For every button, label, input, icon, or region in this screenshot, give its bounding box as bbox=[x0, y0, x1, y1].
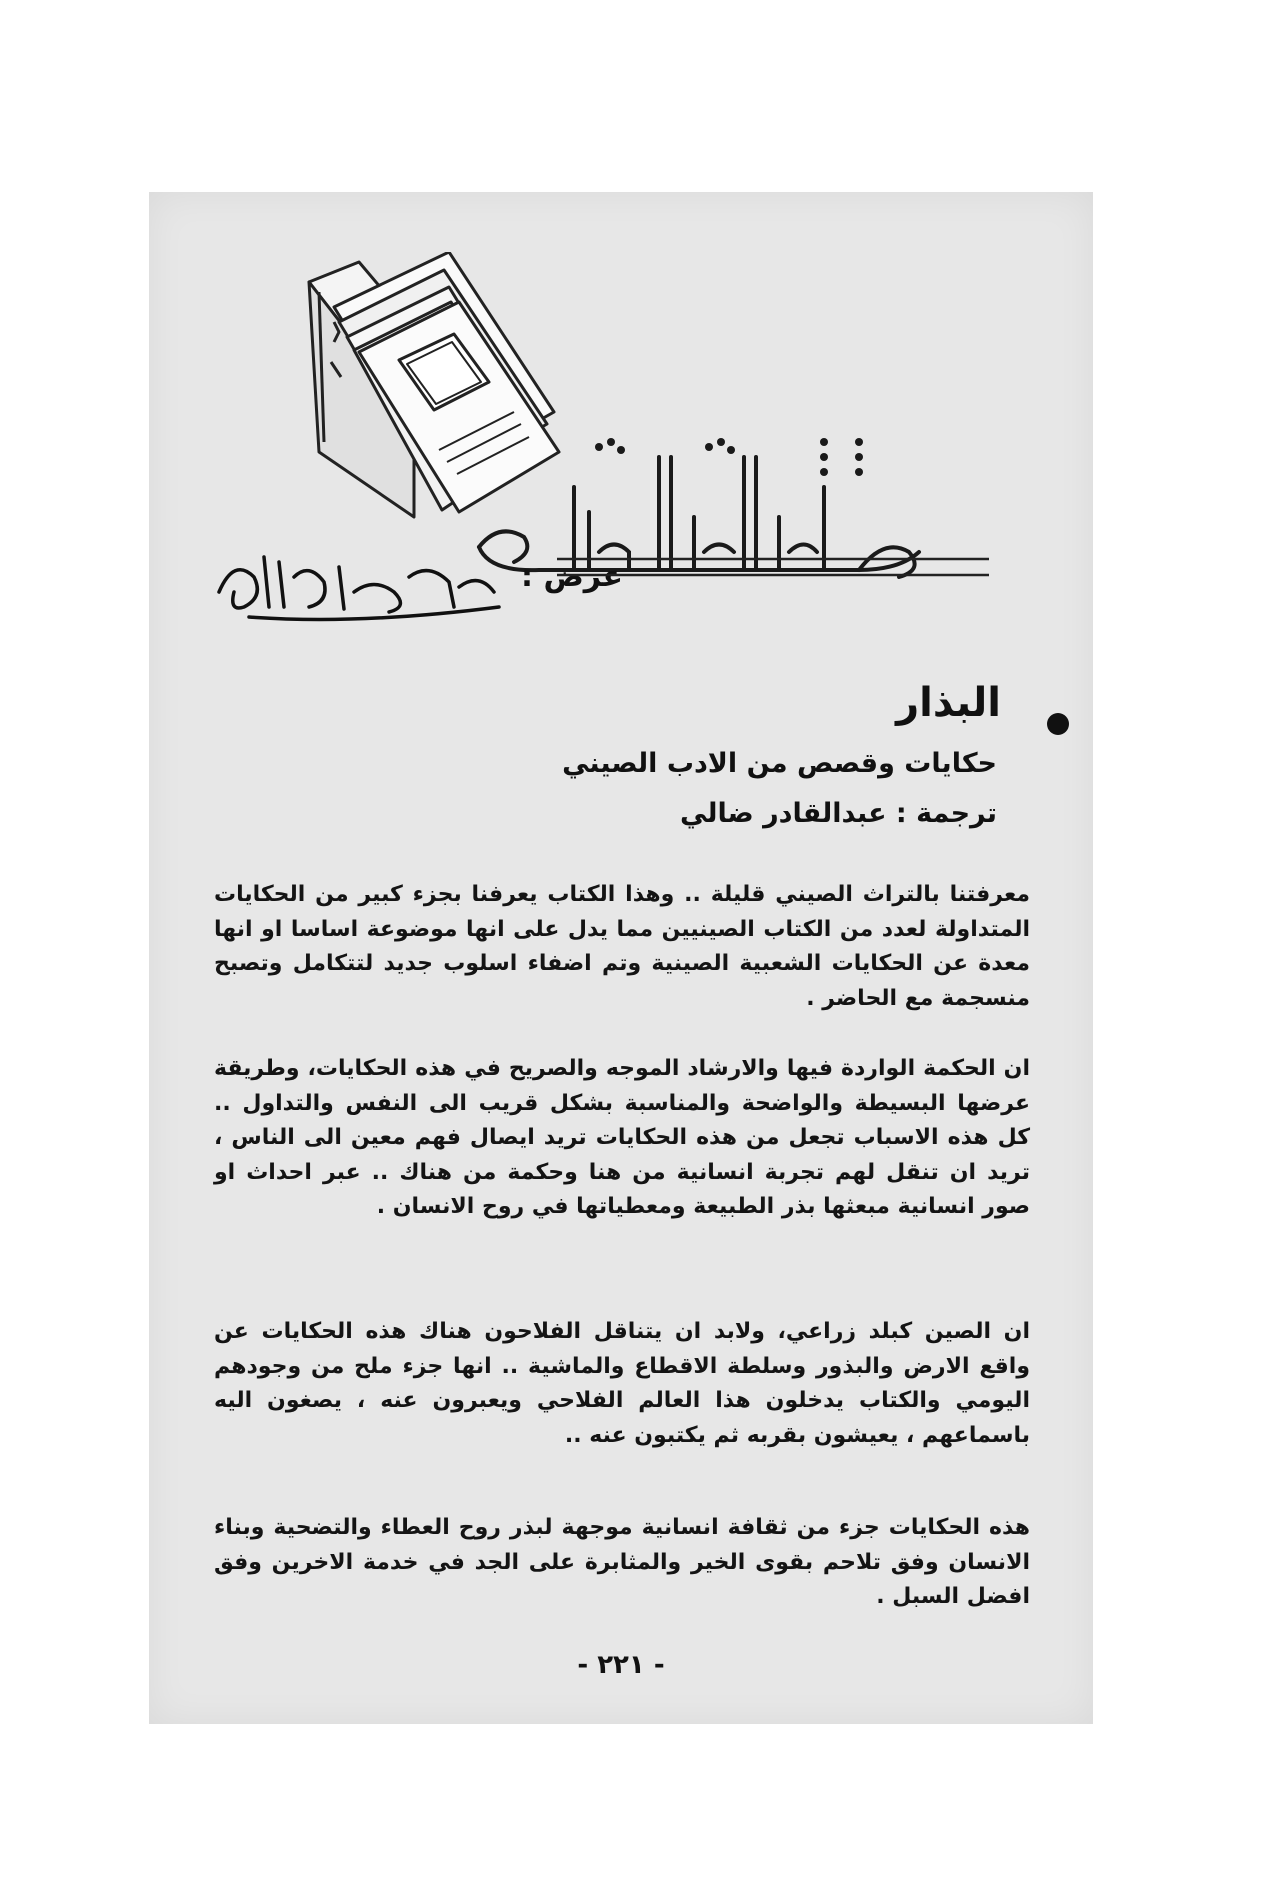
book-title: البذار bbox=[896, 680, 1001, 726]
byline bbox=[209, 537, 989, 627]
body-paragraph-3: ان الصين كبلد زراعي، ولابد ان يتناقل الفلاحون هناك هذه الحكايات عن واقع الارض والبذور وسلطة الاقطاع والماشية .. انها جزء ملح من وجودهم اليومي والكتاب يدخلون هذا العالم الفلاحي ويعبرون عنه ، يصغون اليه باسماعهم ، يعيشون بقربه ثم يكتبون عنه .. bbox=[214, 1319, 1030, 1448]
book-subtitle: حكايات وقصص من الادب الصيني bbox=[562, 748, 997, 779]
byline-rule bbox=[557, 547, 989, 587]
page-number: - ٢٢١ - bbox=[577, 1650, 665, 1680]
body-paragraph-1: معرفتنا بالتراث الصيني قليلة .. وهذا الكتاب يعرفنا بجزء كبير من الحكايات المتداولة لعدد من الكتاب الصينيين مما يدل على انها موضوعة اساسا او انها معدة عن الحكايات الشعبية الصينية وتم اضفاء اسلوب جديد لتتكامل وتصبح منسجمة مع الحاضر . bbox=[214, 882, 1030, 1011]
byline-label: عرض : bbox=[521, 559, 623, 594]
bullet-icon bbox=[1047, 713, 1069, 735]
document-page bbox=[149, 192, 1093, 1724]
body-paragraph-2: ان الحكمة الواردة فيها والارشاد الموجه والصريح في هذه الحكايات، وطريقة عرضها البسيطة والواضحة والمناسبة بشكل قريب الى النفس والتداول .. كل هذه الاسباب تجعل من هذه الحكايات تريد ايصال فهم معين الى الناس ، تريد ان تنقل لهم تجربة انسانية من هنا وحكمة من هناك .. عبر احداث او صور انسانية مبعثها بذر الطبيعة ومعطياتها في روح الانسان . bbox=[214, 1056, 1030, 1219]
book-translator: ترجمة : عبدالقادر ضالي bbox=[680, 798, 997, 829]
author-signature bbox=[209, 537, 509, 627]
body-paragraph-4: هذه الحكايات جزء من ثقافة انسانية موجهة لبذر روح العطاء والتضحية وبناء الانسان وفق تلاحم بقوى الخير والمثابرة على الجد في خدمة الاخرين وفق افضل السبل . bbox=[214, 1515, 1030, 1609]
